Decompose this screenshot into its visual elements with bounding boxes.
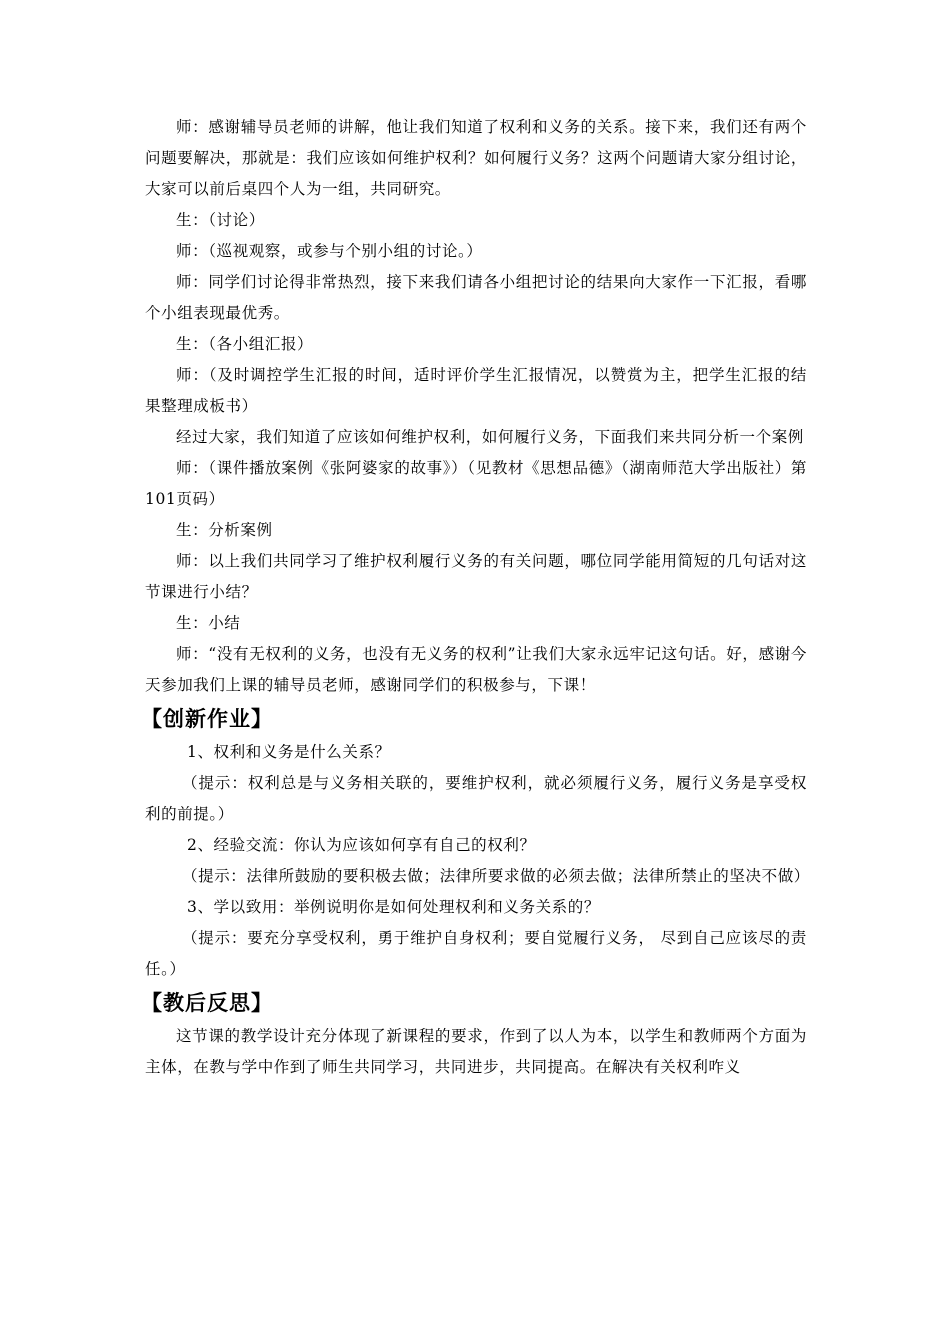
dialogue-paragraph: 师：“没有无权利的义务，也没有无义务的权利”让我们大家永远牢记这句话。好，感谢今天参加我们上课的辅导员老师，感谢同学们的积极参与，下课！ — [145, 645, 807, 694]
dialogue-paragraph: 生：（讨论） — [176, 211, 265, 229]
homework-hint: （提示：要充分享受权利，勇于维护自身权利；要自觉履行义务， 尽到自己应该尽的责任。） — [145, 929, 807, 978]
dialogue-paragraph: 师：同学们讨论得非常热烈，接下来我们请各小组把讨论的结果向大家作一下汇报，看哪个小组表现最优秀。 — [145, 273, 807, 322]
reflection-paragraph: 这节课的教学设计充分体现了新课程的要求，作到了以人为本，以学生和教师两个方面为主体，在教与学中作到了师生共同学习，共同进步，共同提高。在解决有关权利咋义 — [145, 1027, 807, 1076]
homework-question: 1、权利和义务是什么关系？ — [187, 743, 391, 761]
reflection-section — [141, 985, 807, 1083]
homework-question: 3、学以致用：举例说明你是如何处理权利和义务关系的？ — [187, 898, 600, 916]
homework-question: 2、经验交流：你认为应该如何享有自己的权利？ — [187, 836, 536, 854]
dialogue-paragraph: 师：以上我们共同学习了维护权利履行义务的有关问题，哪位同学能用简短的几句话对这节课进行小结？ — [145, 552, 807, 601]
homework-hint: （提示：法律所鼓励的要积极去做；法律所要求做的必须去做；法律所禁止的坚决不做） — [182, 867, 810, 885]
dialogue-paragraph: 师：感谢辅导员老师的讲解，他让我们知道了权利和义务的关系。接下来，我们还有两个问题要解决，那就是：我们应该如何维护权利？如何履行义务？这两个问题请大家分组讨论，大家可以前后桌四个人为一组，共同研究。 — [145, 118, 807, 198]
dialogue-paragraph: 师：（及时调控学生汇报的时间，适时评价学生汇报情况，以赞赏为主，把学生汇报的结果整理成板书） — [145, 366, 807, 415]
lesson-dialogue — [145, 112, 807, 701]
dialogue-paragraph: 生：分析案例 — [176, 521, 273, 539]
document-page — [141, 112, 810, 1083]
homework-section — [141, 701, 810, 985]
reflection-heading: 【教后反思】 — [141, 991, 273, 1015]
dialogue-paragraph: 生：小结 — [176, 614, 241, 632]
dialogue-paragraph: 师：（课件播放案例《张阿婆家的故事》）（见教材《思想品德》（湖南师范大学出版社）第101页码） — [145, 459, 807, 508]
homework-hint: （提示：权利总是与义务相关联的，要维护权利，就必须履行义务，履行义务是享受权利的前提。） — [145, 774, 807, 823]
dialogue-paragraph: 师：（巡视观察，或参与个别小组的讨论。） — [176, 242, 483, 260]
homework-heading: 【创新作业】 — [141, 707, 273, 731]
dialogue-paragraph: 经过大家，我们知道了应该如何维护权利，如何履行义务，下面我们来共同分析一个案例 — [176, 428, 804, 446]
dialogue-paragraph: 生：（各小组汇报） — [176, 335, 314, 353]
